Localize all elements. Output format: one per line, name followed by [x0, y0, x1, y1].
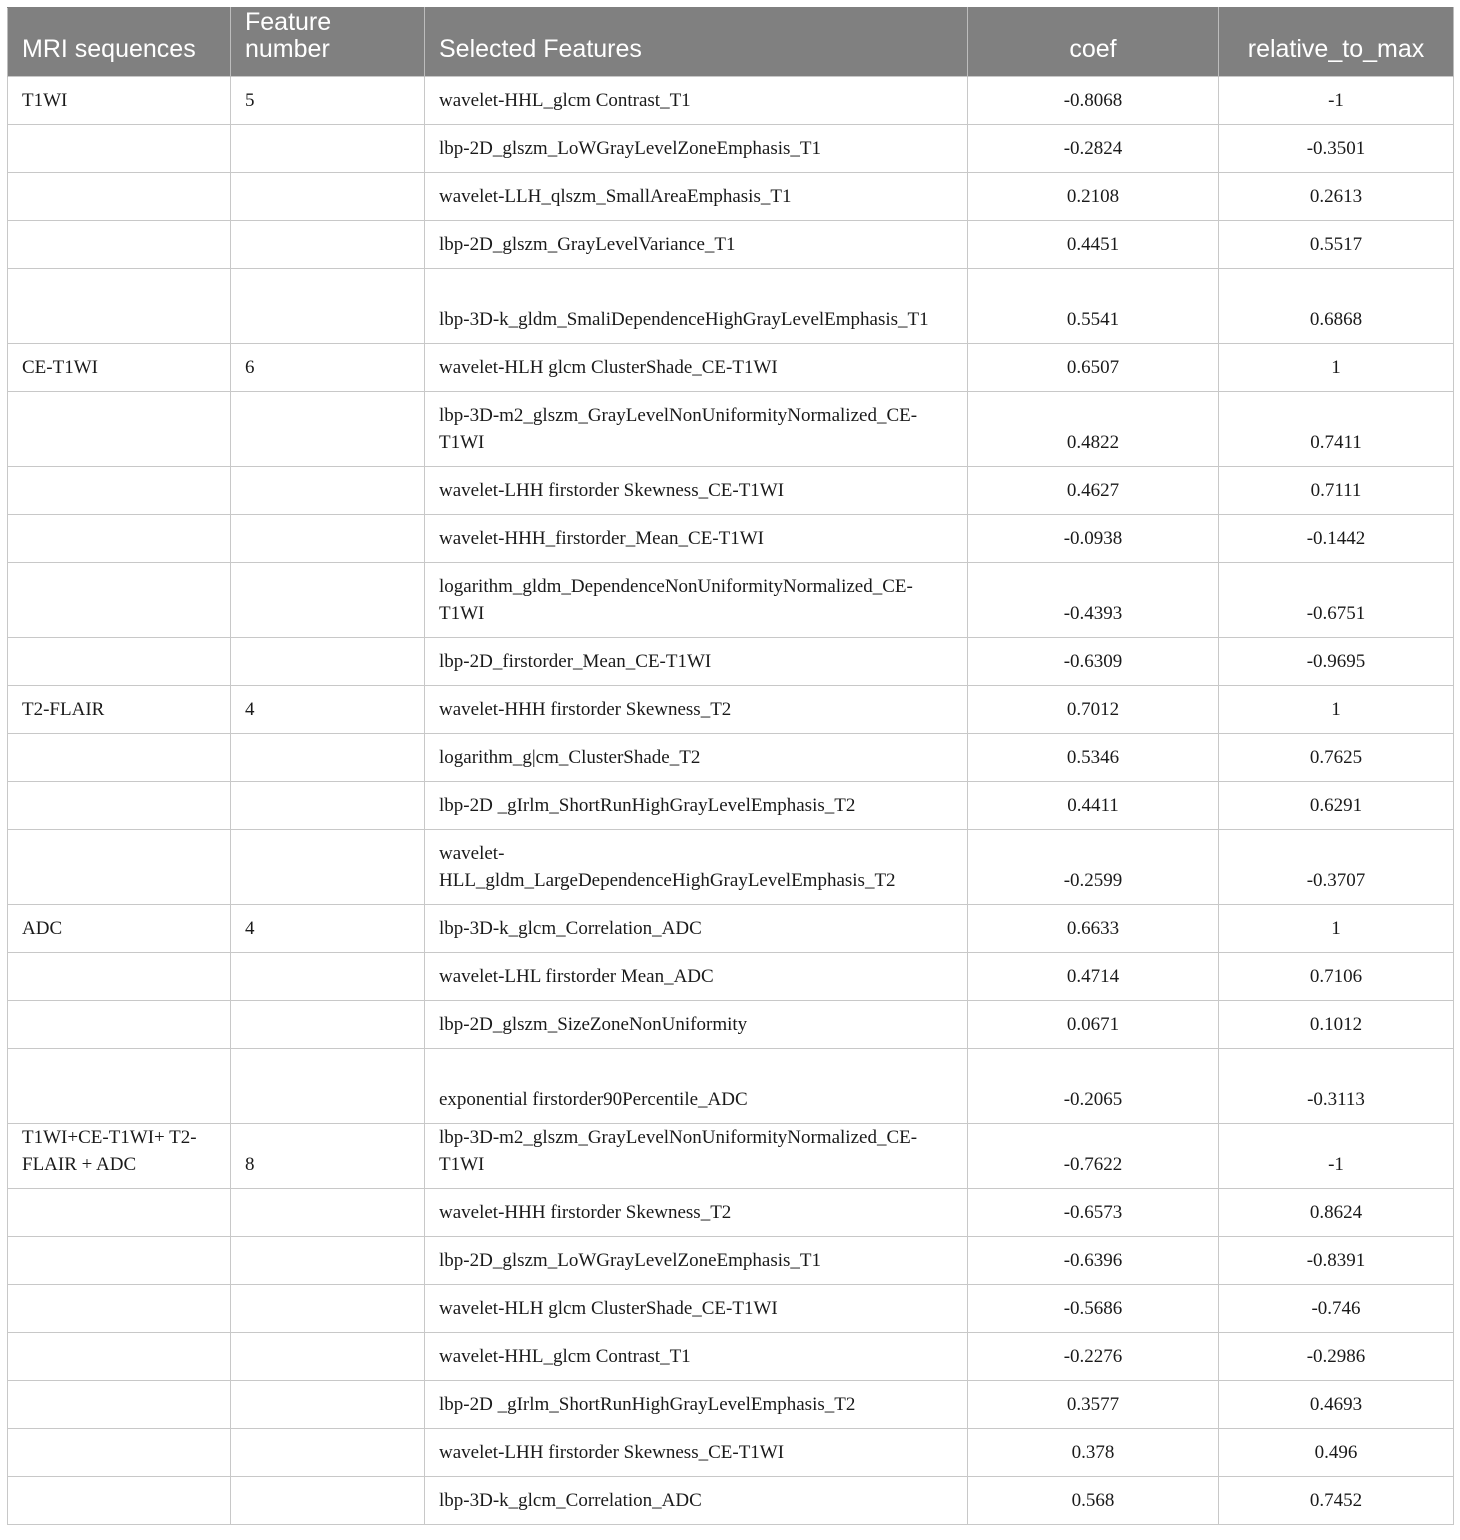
cell-relative-to-max: -0.746: [1219, 1285, 1454, 1333]
table-row: [8, 638, 1454, 686]
cell-relative-to-max: 0.6291: [1219, 782, 1454, 830]
cell-feature-number: [231, 953, 425, 1001]
cell-coef: -0.2065: [968, 1049, 1219, 1124]
cell-selected-feature: lbp-2D _gIrlm_ShortRunHighGrayLevelEmphasis_T2: [425, 1381, 968, 1429]
cell-relative-to-max: -0.1442: [1219, 515, 1454, 563]
cell-relative-to-max: 0.7106: [1219, 953, 1454, 1001]
cell-feature-number: [231, 1381, 425, 1429]
table-row: [8, 1429, 1454, 1477]
cell-relative-to-max: 0.6868: [1219, 269, 1454, 344]
cell-feature-number: [231, 1189, 425, 1237]
cell-mri-sequence: T1WI+CE-T1WI+ T2-FLAIR + ADC: [8, 1124, 231, 1189]
cell-feature-number: [231, 1001, 425, 1049]
cell-relative-to-max: -0.8391: [1219, 1237, 1454, 1285]
cell-coef: -0.2599: [968, 830, 1219, 905]
cell-mri-sequence: [8, 563, 231, 638]
cell-relative-to-max: 1: [1219, 686, 1454, 734]
cell-selected-feature: wavelet-HHH firstorder Skewness_T2: [425, 1189, 968, 1237]
cell-relative-to-max: 0.4693: [1219, 1381, 1454, 1429]
cell-selected-feature: lbp-2D _gIrlm_ShortRunHighGrayLevelEmphasis_T2: [425, 782, 968, 830]
header-coef: coef: [968, 8, 1219, 77]
cell-mri-sequence: [8, 1237, 231, 1285]
cell-feature-number: [231, 830, 425, 905]
table-row: [8, 1477, 1454, 1525]
cell-feature-number: [231, 1429, 425, 1477]
cell-selected-feature: lbp-2D_glszm_LoWGrayLevelZoneEmphasis_T1: [425, 1237, 968, 1285]
cell-relative-to-max: 0.5517: [1219, 221, 1454, 269]
cell-selected-feature: wavelet-HHL_glcm Contrast_T1: [425, 77, 968, 125]
cell-mri-sequence: [8, 1001, 231, 1049]
cell-relative-to-max: 0.1012: [1219, 1001, 1454, 1049]
header-mri-sequences: MRI sequences: [8, 8, 231, 77]
cell-coef: 0.378: [968, 1429, 1219, 1477]
cell-mri-sequence: [8, 1189, 231, 1237]
cell-mri-sequence: [8, 392, 231, 467]
cell-coef: 0.3577: [968, 1381, 1219, 1429]
cell-feature-number: 4: [231, 686, 425, 734]
cell-feature-number: [231, 1333, 425, 1381]
cell-selected-feature: wavelet-HHL_glcm Contrast_T1: [425, 1333, 968, 1381]
table-row: [8, 782, 1454, 830]
cell-relative-to-max: -0.3707: [1219, 830, 1454, 905]
cell-coef: -0.6573: [968, 1189, 1219, 1237]
cell-mri-sequence: [8, 1333, 231, 1381]
cell-relative-to-max: 0.7452: [1219, 1477, 1454, 1525]
cell-selected-feature: logarithm_g|cm_ClusterShade_T2: [425, 734, 968, 782]
table-row: [8, 734, 1454, 782]
cell-feature-number: [231, 638, 425, 686]
cell-mri-sequence: [8, 269, 231, 344]
table-row: [8, 1381, 1454, 1429]
cell-selected-feature: lbp-3D-k_glcm_Correlation_ADC: [425, 905, 968, 953]
cell-coef: -0.2824: [968, 125, 1219, 173]
cell-coef: -0.0938: [968, 515, 1219, 563]
cell-feature-number: [231, 782, 425, 830]
cell-mri-sequence: [8, 1429, 231, 1477]
table-row: [8, 125, 1454, 173]
cell-selected-feature: lbp-2D_glszm_LoWGrayLevelZoneEmphasis_T1: [425, 125, 968, 173]
cell-feature-number: [231, 269, 425, 344]
cell-selected-feature: logarithm_gldm_DependenceNonUniformityNormalized_CE-T1WI: [425, 563, 968, 638]
table-row: [8, 515, 1454, 563]
cell-feature-number: 5: [231, 77, 425, 125]
table-row: [8, 221, 1454, 269]
cell-selected-feature: lbp-2D_firstorder_Mean_CE-T1WI: [425, 638, 968, 686]
cell-coef: 0.4714: [968, 953, 1219, 1001]
cell-relative-to-max: -0.9695: [1219, 638, 1454, 686]
cell-coef: -0.7622: [968, 1124, 1219, 1189]
cell-mri-sequence: [8, 1477, 231, 1525]
cell-relative-to-max: -0.2986: [1219, 1333, 1454, 1381]
header-feature-number: Feature number: [231, 8, 425, 77]
cell-relative-to-max: -0.6751: [1219, 563, 1454, 638]
cell-mri-sequence: T1WI: [8, 77, 231, 125]
table-row: [8, 77, 1454, 125]
cell-coef: 0.4451: [968, 221, 1219, 269]
table-row: [8, 392, 1454, 467]
table-row: [8, 269, 1454, 344]
cell-feature-number: 8: [231, 1124, 425, 1189]
cell-relative-to-max: 0.496: [1219, 1429, 1454, 1477]
table-row: [8, 1001, 1454, 1049]
table-row: [8, 173, 1454, 221]
cell-feature-number: 4: [231, 905, 425, 953]
cell-mri-sequence: ADC: [8, 905, 231, 953]
cell-coef: 0.6633: [968, 905, 1219, 953]
cell-feature-number: [231, 125, 425, 173]
cell-relative-to-max: -1: [1219, 1124, 1454, 1189]
cell-selected-feature: wavelet-HHH_firstorder_Mean_CE-T1WI: [425, 515, 968, 563]
cell-coef: -0.4393: [968, 563, 1219, 638]
cell-mri-sequence: [8, 734, 231, 782]
table-row: [8, 1333, 1454, 1381]
cell-relative-to-max: -1: [1219, 77, 1454, 125]
table-row: [8, 905, 1454, 953]
cell-feature-number: [231, 563, 425, 638]
table-body: [8, 77, 1454, 1525]
cell-coef: 0.568: [968, 1477, 1219, 1525]
cell-coef: 0.2108: [968, 173, 1219, 221]
cell-selected-feature: lbp-2D_glszm_GrayLevelVariance_T1: [425, 221, 968, 269]
table-row: [8, 953, 1454, 1001]
table-header: [8, 8, 1454, 77]
cell-relative-to-max: 0.7625: [1219, 734, 1454, 782]
cell-selected-feature: wavelet-LLH_qlszm_SmallAreaEmphasis_T1: [425, 173, 968, 221]
cell-relative-to-max: -0.3113: [1219, 1049, 1454, 1124]
cell-selected-feature: lbp-3D-m2_glszm_GrayLevelNonUniformityNormalized_CE-T1WI: [425, 392, 968, 467]
cell-feature-number: [231, 467, 425, 515]
cell-feature-number: [231, 1285, 425, 1333]
cell-feature-number: [231, 1049, 425, 1124]
cell-mri-sequence: [8, 638, 231, 686]
cell-selected-feature: wavelet-LHH firstorder Skewness_CE-T1WI: [425, 467, 968, 515]
header-row: [8, 8, 1454, 77]
cell-coef: 0.5541: [968, 269, 1219, 344]
cell-mri-sequence: [8, 467, 231, 515]
cell-mri-sequence: [8, 515, 231, 563]
table-row: [8, 830, 1454, 905]
feature-table: [7, 7, 1454, 1525]
header-relative-to-max: relative_to_max: [1219, 8, 1454, 77]
cell-feature-number: 6: [231, 344, 425, 392]
cell-coef: -0.5686: [968, 1285, 1219, 1333]
cell-coef: -0.6396: [968, 1237, 1219, 1285]
table-row: [8, 563, 1454, 638]
cell-selected-feature: wavelet-LHH firstorder Skewness_CE-T1WI: [425, 1429, 968, 1477]
cell-mri-sequence: [8, 782, 231, 830]
cell-relative-to-max: 0.8624: [1219, 1189, 1454, 1237]
table-row: [8, 1189, 1454, 1237]
cell-selected-feature: lbp-3D-k_gldm_SmaliDependenceHighGrayLevelEmphasis_T1: [425, 269, 968, 344]
cell-selected-feature: wavelet-HLL_gldm_LargeDependenceHighGrayLevelEmphasis_T2: [425, 830, 968, 905]
cell-selected-feature: lbp-3D-k_glcm_Correlation_ADC: [425, 1477, 968, 1525]
table-row: [8, 1237, 1454, 1285]
table-row: [8, 1124, 1454, 1189]
cell-mri-sequence: T2-FLAIR: [8, 686, 231, 734]
cell-relative-to-max: 0.7111: [1219, 467, 1454, 515]
cell-feature-number: [231, 734, 425, 782]
cell-relative-to-max: 1: [1219, 344, 1454, 392]
cell-relative-to-max: 0.7411: [1219, 392, 1454, 467]
cell-mri-sequence: [8, 953, 231, 1001]
cell-feature-number: [231, 221, 425, 269]
table-row: [8, 1285, 1454, 1333]
cell-mri-sequence: [8, 1381, 231, 1429]
cell-coef: -0.8068: [968, 77, 1219, 125]
cell-mri-sequence: CE-T1WI: [8, 344, 231, 392]
cell-coef: -0.6309: [968, 638, 1219, 686]
cell-selected-feature: wavelet-HLH glcm ClusterShade_CE-T1WI: [425, 1285, 968, 1333]
cell-mri-sequence: [8, 830, 231, 905]
cell-selected-feature: lbp-3D-m2_glszm_GrayLevelNonUniformityNormalized_CE-T1WI: [425, 1124, 968, 1189]
cell-mri-sequence: [8, 1285, 231, 1333]
cell-feature-number: [231, 392, 425, 467]
cell-coef: 0.5346: [968, 734, 1219, 782]
cell-coef: 0.4822: [968, 392, 1219, 467]
table-row: [8, 467, 1454, 515]
cell-feature-number: [231, 1477, 425, 1525]
cell-coef: 0.0671: [968, 1001, 1219, 1049]
cell-relative-to-max: 0.2613: [1219, 173, 1454, 221]
cell-mri-sequence: [8, 173, 231, 221]
cell-relative-to-max: 1: [1219, 905, 1454, 953]
cell-coef: 0.4627: [968, 467, 1219, 515]
cell-feature-number: [231, 173, 425, 221]
table-row: [8, 344, 1454, 392]
table-row: [8, 1049, 1454, 1124]
cell-selected-feature: wavelet-HHH firstorder Skewness_T2: [425, 686, 968, 734]
cell-relative-to-max: -0.3501: [1219, 125, 1454, 173]
cell-mri-sequence: [8, 1049, 231, 1124]
cell-feature-number: [231, 515, 425, 563]
cell-coef: 0.4411: [968, 782, 1219, 830]
cell-coef: 0.6507: [968, 344, 1219, 392]
cell-feature-number: [231, 1237, 425, 1285]
cell-selected-feature: exponential firstorder90Percentile_ADC: [425, 1049, 968, 1124]
cell-selected-feature: lbp-2D_glszm_SizeZoneNonUniformity: [425, 1001, 968, 1049]
cell-mri-sequence: [8, 125, 231, 173]
cell-coef: -0.2276: [968, 1333, 1219, 1381]
header-selected-features: Selected Features: [425, 8, 968, 77]
table-row: [8, 686, 1454, 734]
cell-coef: 0.7012: [968, 686, 1219, 734]
cell-selected-feature: wavelet-LHL firstorder Mean_ADC: [425, 953, 968, 1001]
cell-selected-feature: wavelet-HLH glcm ClusterShade_CE-T1WI: [425, 344, 968, 392]
cell-mri-sequence: [8, 221, 231, 269]
